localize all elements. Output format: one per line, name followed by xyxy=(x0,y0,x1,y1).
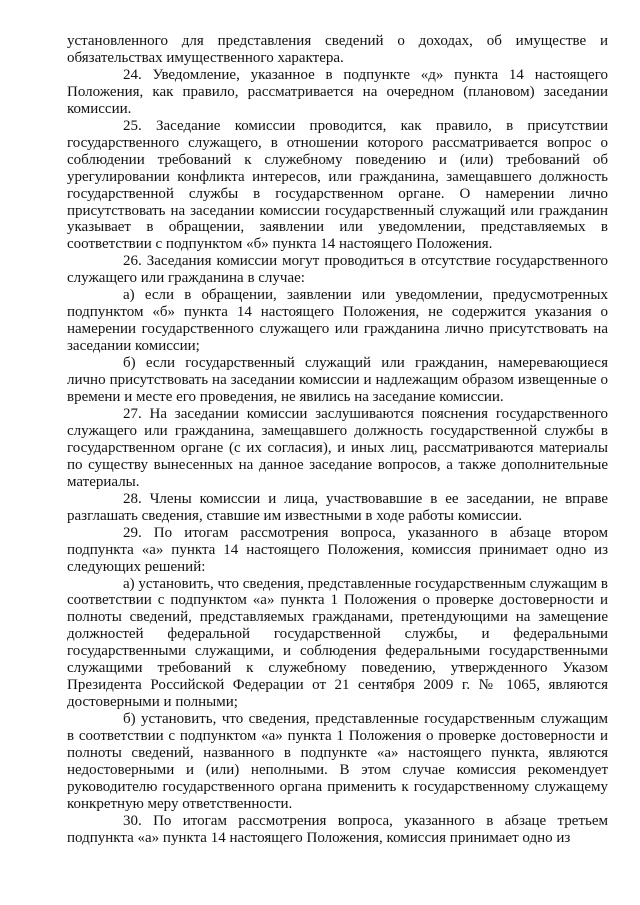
paragraph-28: 28. Члены комиссии и лица, участвовавшие в ее заседании, не вправе разглашать сведения, ставшие им известными в ходе работы комиссии. xyxy=(67,490,608,524)
paragraph-26-b: б) если государственный служащий или гражданин, намеревающиеся лично присутствовать на заседании комиссии и надлежащим образом извещенные о времени и месте его проведения, не явились на заседание комиссии. xyxy=(67,355,608,406)
paragraph-24: 24. Уведомление, указанное в подпункте «д» пункта 14 настоящего Положения, как правило, рассматривается на очередном (плановом) заседании комиссии. xyxy=(67,66,608,117)
document-page xyxy=(67,33,608,847)
paragraph-23-continuation: установленного для представления сведений о доходах, об имуществе и обязательствах имущественного характера. xyxy=(67,33,608,66)
paragraph-26: 26. Заседания комиссии могут проводиться в отсутствие государственного служащего или гражданина в случае: xyxy=(67,253,608,287)
paragraph-25: 25. Заседание комиссии проводится, как правило, в присутствии государственного служащего, в отношении которого рассматривается вопрос о соблюдении требований к служебному поведению и (или) требований об урегулировании конфликта интересов, или гражданина, замещавшего должность государственной службы в государственном органе. О намерении лично присутствовать на заседании комиссии государственный служащий или гражданин указывает в обращении, заявлении или уведомлении, представляемых в соответствии с подпунктом «б» пункта 14 настоящего Положения. xyxy=(67,117,608,253)
paragraph-29: 29. По итогам рассмотрения вопроса, указанного в абзаце втором подпункта «а» пункта 14 настоящего Положения, комиссия принимает одно из следующих решений: xyxy=(67,524,608,575)
paragraph-26-a: а) если в обращении, заявлении или уведомлении, предусмотренных подпунктом «б» пункта 14 настоящего Положения, не содержится указания о намерении государственного служащего или гражданина лично присутствовать на заседании комиссии; xyxy=(67,287,608,355)
paragraph-27: 27. На заседании комиссии заслушиваются пояснения государственного служащего или гражданина, замещавшего должность государственной службы в государственном органе (с их согласия), и иных лиц, рассматриваются материалы по существу вынесенных на данное заседание вопросов, а также дополнительные материалы. xyxy=(67,405,608,490)
paragraph-29-b: б) установить, что сведения, представленные государственным служащим в соответствии с подпунктом «а» пункта 1 Положения о проверке достоверности и полноты сведений, названного в подпункте «а» настоящего пункта, являются недостоверными и (или) неполными. В этом случае комиссия рекомендует руководителю государственного органа применить к государственному служащему конкретную меру ответственности. xyxy=(67,711,608,812)
paragraph-30: 30. По итогам рассмотрения вопроса, указанного в абзаце третьем подпункта «а» пункта 14 настоящего Положения, комиссия принимает одно из xyxy=(67,812,608,846)
paragraph-29-a: а) установить, что сведения, представленные государственным служащим в соответствии с подпунктом «а» пункта 1 Положения о проверке достоверности и полноты сведений, представляемых гражданами, претендующими на замещение должностей федеральной государственной службы, и федеральными государственными служащими, и соблюдения федеральными государственными служащими требований к служебному поведению, утвержденного Указом Президента Российской Федерации от 21 сентября 2009 г. № 1065, являются достоверными и полными; xyxy=(67,575,608,711)
